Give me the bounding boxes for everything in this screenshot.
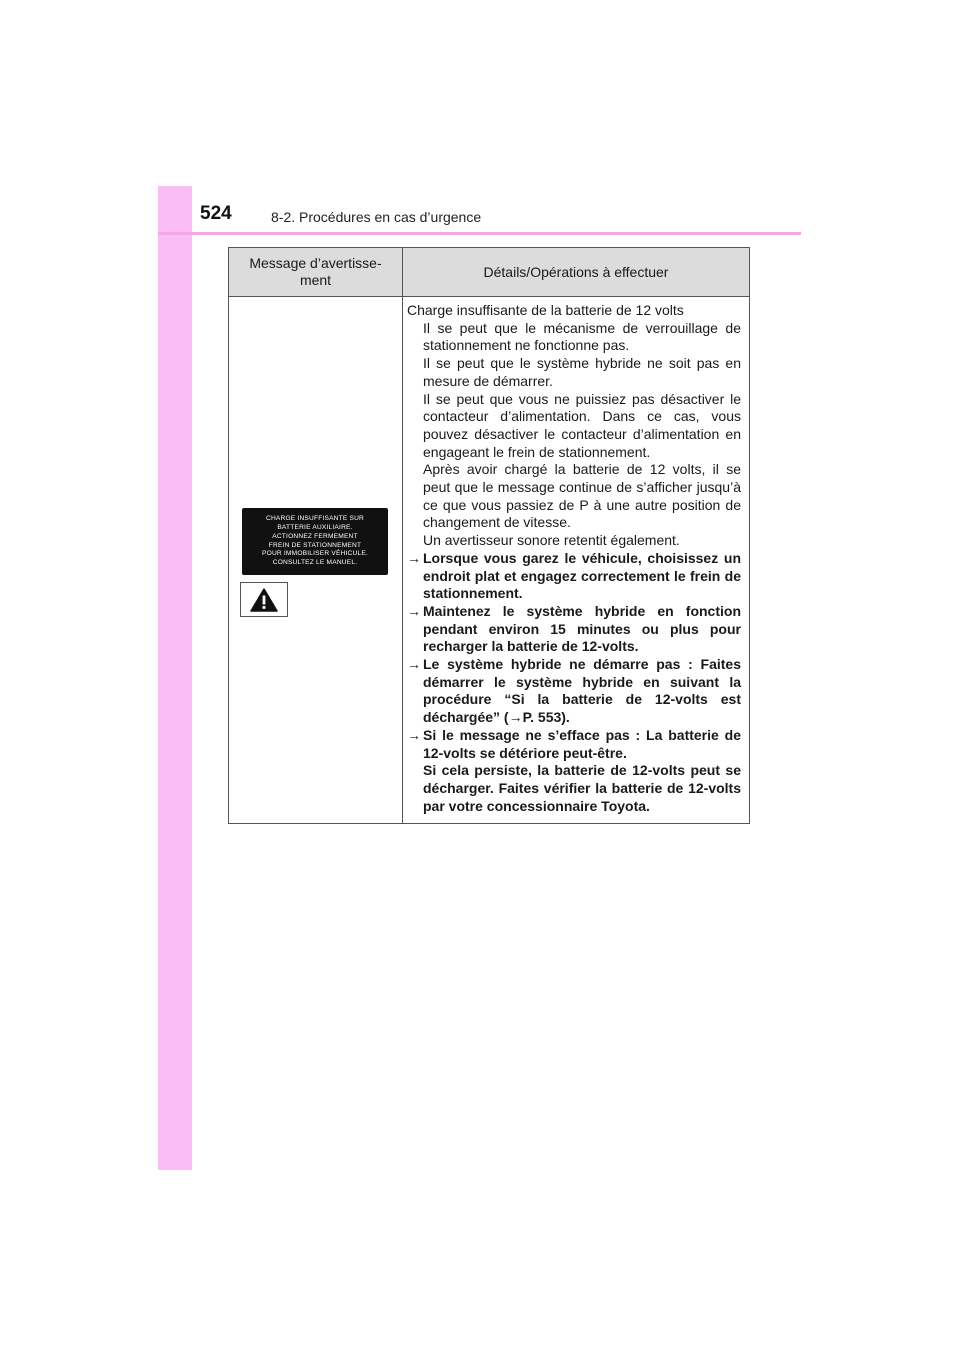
column-header-message: Message d’avertisse-ment bbox=[229, 248, 403, 297]
warning-icon-box bbox=[240, 582, 288, 617]
action-text: Maintenez le système hybride en fonction pendant environ 15 minutes ou plus pour recharger la batterie de 12-volts. bbox=[423, 602, 741, 655]
action-item bbox=[407, 550, 741, 603]
display-line: POUR IMMOBILISER VÉHICULE. bbox=[262, 550, 368, 558]
display-line: FREIN DE STATIONNEMENT bbox=[268, 541, 362, 549]
action-item bbox=[407, 603, 741, 656]
details-cell bbox=[403, 297, 750, 824]
arrow-icon: → bbox=[407, 726, 421, 743]
details-paragraph: Il se peut que le système hybride ne soit pas en mesure de démarrer. bbox=[423, 355, 741, 389]
arrow-icon: → bbox=[407, 549, 421, 566]
action-item bbox=[407, 656, 741, 727]
section-title: 8-2. Procédures en cas d’urgence bbox=[271, 209, 482, 225]
message-cell bbox=[229, 297, 403, 824]
page-number: 524 bbox=[200, 203, 232, 224]
display-line: ACTIONNEZ FERMEMENT bbox=[272, 532, 358, 540]
display-line: BATTERIE AUXILIAIRE. bbox=[277, 524, 353, 532]
action-text: Si le message ne s’efface pas : La batterie de 12-volts se détériore peut-être. bbox=[423, 726, 741, 761]
column-header-details: Détails/Opérations à effectuer bbox=[403, 248, 750, 297]
details-paragraph: Un avertisseur sonore retentit également. bbox=[423, 532, 680, 549]
multi-info-display-message bbox=[242, 508, 388, 575]
action-text-end: ). bbox=[561, 709, 570, 726]
warning-message-table bbox=[228, 247, 750, 824]
table-header-row bbox=[229, 248, 750, 297]
arrow-icon: → bbox=[407, 656, 421, 673]
warning-triangle-icon bbox=[250, 588, 278, 612]
action-text bbox=[423, 656, 741, 727]
action-subtext: Si cela persiste, la batterie de 12-volts peut se décharger. Faites vérifier la batterie de 12-volts par votre concessionnaire Toyota. bbox=[423, 762, 741, 814]
action-text: Lorsque vous garez le véhicule, choisissez un endroit plat et engagez correctement le frein de stationnement. bbox=[423, 549, 741, 602]
details-title: Charge insuffisante de la batterie de 12 volts bbox=[407, 302, 684, 318]
header-divider bbox=[158, 232, 801, 235]
details-paragraph: Il se peut que vous ne puissiez pas désactiver le contacteur d’alimentation. Dans ce cas, vous pouvez désactiver le contacteur d’alimentation en engageant le frein de stationnement. bbox=[423, 390, 741, 460]
display-line: CHARGE INSUFFISANTE SUR bbox=[265, 515, 365, 523]
table-row bbox=[229, 297, 750, 824]
page-reference-link[interactable]: →P. 553 bbox=[508, 709, 562, 726]
arrow-icon: → bbox=[407, 602, 421, 619]
action-text-main: Le système hybride ne démarre pas : Faites démarrer le système hybride en suivant la procédure “Si la batterie de 12-volts est déchargée” ( bbox=[423, 656, 741, 726]
side-tab-strip bbox=[158, 186, 192, 1170]
details-paragraph: Après avoir chargé la batterie de 12 volts, il se peut que le message continue de s’afficher jusqu’à ce que vous passiez de P à une autre position de changement de vitesse. bbox=[423, 461, 741, 531]
action-item bbox=[407, 727, 741, 762]
details-paragraph: Il se peut que le mécanisme de verrouillage de stationnement ne fonctionne pas. bbox=[423, 319, 741, 354]
display-line: CONSULTEZ LE MANUEL. bbox=[272, 558, 358, 566]
